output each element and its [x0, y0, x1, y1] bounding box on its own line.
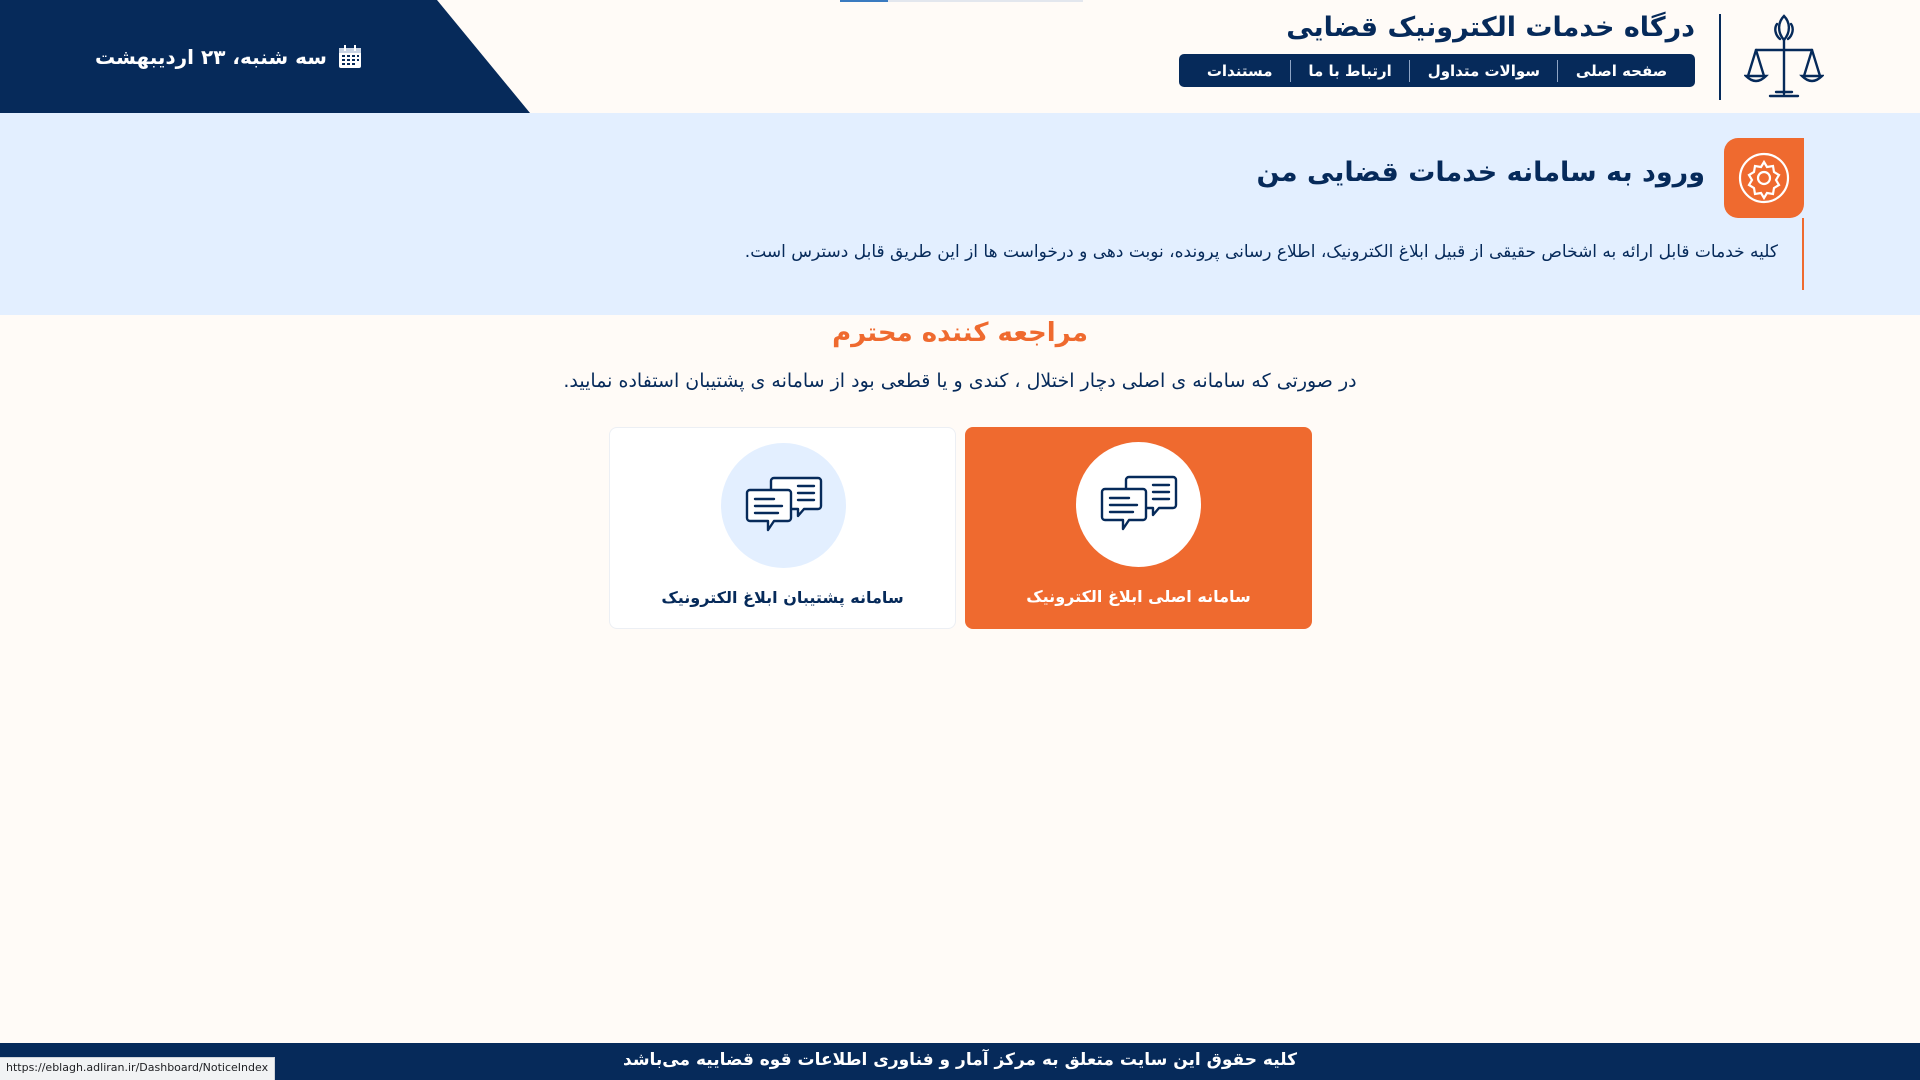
nav-separator	[1409, 60, 1410, 82]
site-title: درگاه خدمات الکترونیک قضایی	[1286, 12, 1695, 43]
main-system-card[interactable]	[965, 427, 1312, 629]
login-title[interactable]: ورود به سامانه خدمات قضایی من	[1256, 157, 1705, 188]
backup-system-card[interactable]	[609, 427, 956, 629]
notice-text: در صورتی که سامانه ی اصلی دچار اختلال ، کندی و یا قطعی بود از سامانه ی پشتیبان استفاده نمایید.	[563, 370, 1357, 392]
footer-copyright: کلیه حقوق این سایت متعلق به مرکز آمار و فناوری اطلاعات قوه قضاییه می‌باشد	[623, 1050, 1297, 1070]
site-header	[0, 0, 1920, 113]
header-divider	[1719, 14, 1721, 100]
nav-faq[interactable]: سوالات متداول	[1427, 61, 1541, 80]
nav-separator	[1290, 60, 1291, 82]
browser-status-url: https://eblagh.adliran.ir/Dashboard/NoticeIndex	[0, 1057, 275, 1080]
card-icon-circle	[721, 443, 846, 568]
nav-documents[interactable]: مستندات	[1206, 61, 1273, 80]
nav-contact[interactable]: ارتباط با ما	[1308, 61, 1392, 80]
login-section	[0, 113, 1920, 315]
gear-icon	[1736, 150, 1792, 206]
nav-home[interactable]: صفحه اصلی	[1575, 61, 1668, 80]
notice-title: مراجعه کننده محترم	[832, 318, 1088, 348]
main-system-label: سامانه اصلی ابلاغ الکترونیک	[1026, 587, 1251, 606]
login-description: کلیه خدمات قابل ارائه به اشخاص حقیقی از قبیل ابلاغ الکترونیک، اطلاع رسانی پرونده، نوبت دهی و درخواست ها از این طریق قابل دسترس است.	[744, 242, 1778, 262]
chat-bubbles-icon	[744, 474, 824, 538]
card-icon-circle	[1076, 442, 1201, 567]
calendar-icon	[337, 44, 363, 70]
page-loading-bar	[840, 0, 1083, 2]
chat-bubbles-icon	[1099, 473, 1179, 537]
date-display	[95, 42, 363, 72]
judiciary-scales-emblem-icon	[1744, 12, 1824, 102]
login-icon-box[interactable]	[1724, 138, 1804, 218]
site-footer	[0, 1043, 1920, 1080]
nav-separator	[1557, 60, 1558, 82]
backup-system-label: سامانه پشتیبان ابلاغ الکترونیک	[661, 588, 904, 607]
current-date: سه شنبه، ۲۳ اردیبهشت	[95, 45, 327, 69]
top-navigation	[1179, 54, 1695, 87]
login-accent-line	[1802, 218, 1804, 290]
